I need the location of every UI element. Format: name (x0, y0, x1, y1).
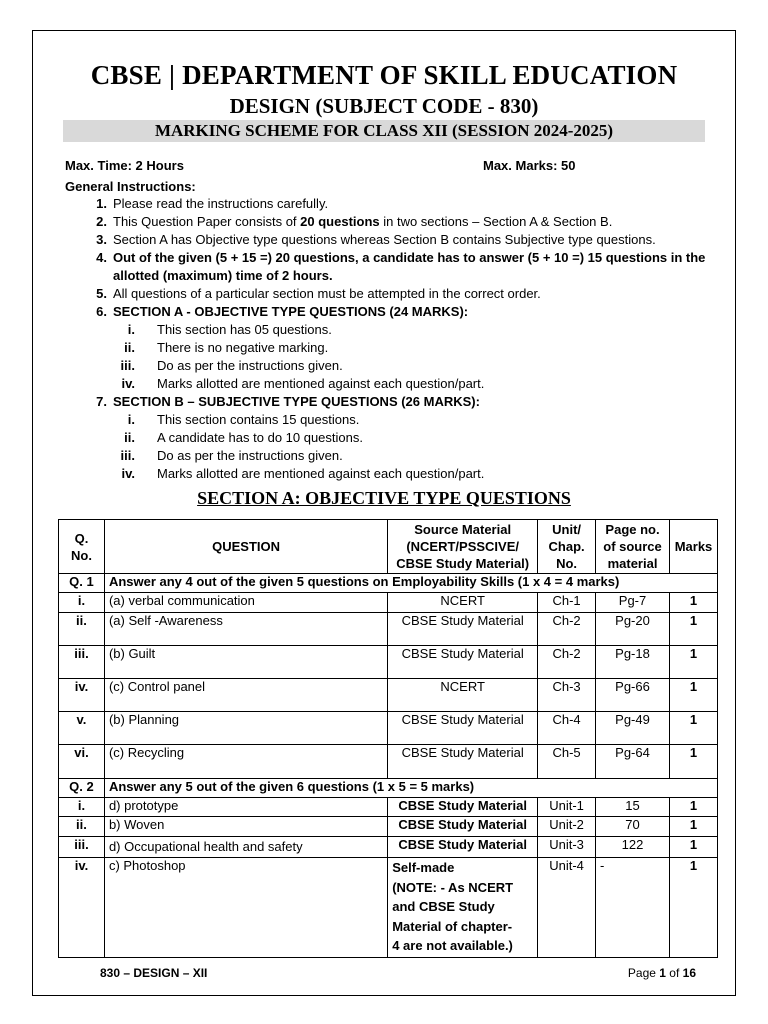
header-page: Page no. of source material (596, 520, 670, 574)
marking-table (58, 519, 718, 958)
instruction-item: 1. Please read the instructions carefully. (96, 196, 329, 211)
instructions-list (65, 195, 715, 483)
header-marks: Marks (669, 520, 717, 574)
table-row: v. (b) Planning CBSE Study Material Ch-4 Pg-49 1 (59, 712, 718, 745)
table-row: i. d) prototype CBSE Study Material Unit-1 15 1 (59, 798, 718, 817)
document-title: CBSE | DEPARTMENT OF SKILL EDUCATION (90, 60, 678, 90)
table-header-row (59, 520, 718, 574)
sub-instruction: ii. A candidate has to do 10 questions. (124, 430, 363, 445)
document-subtitle: DESIGN (SUBJECT CODE - 830) (229, 94, 539, 118)
instruction-item: 2. This Question Paper consists of 20 questions in two sections – Section A & Section B. (96, 214, 613, 229)
table-row: i. (a) verbal communication NCERT Ch-1 Pg-7 1 (59, 593, 718, 613)
sub-instruction: iii. Do as per the instructions given. (120, 358, 343, 373)
table-row: vi. (c) Recycling CBSE Study Material Ch-5 Pg-64 1 (59, 745, 718, 779)
marking-scheme-banner: MARKING SCHEME FOR CLASS XII (SESSION 2024-2025) (63, 120, 705, 142)
sub-instruction: ii. There is no negative marking. (124, 340, 329, 355)
instruction-item: 5. All questions of a particular section must be attempted in the correct order. (96, 286, 541, 301)
table-row: iii. d) Occupational health and safety CBSE Study Material Unit-3 122 1 (59, 837, 718, 858)
header-unit: Unit/ Chap. No. (538, 520, 596, 574)
max-marks: Max. Marks: 50 (483, 158, 576, 173)
table-row: iv. (c) Control panel NCERT Ch-3 Pg-66 1 (59, 679, 718, 712)
table-row: iv. c) Photoshop Self-made (NOTE: - As NCERT and CBSE Study Material of chapter- 4 are not available.) Unit-4 - 1 (59, 858, 718, 958)
sub-instruction: iii. Do as per the instructions given. (120, 448, 343, 463)
footer-subject: 830 – DESIGN – XII (100, 966, 208, 980)
header-source: Source Material (NCERT/PSSCIVE/ CBSE Study Material) (388, 520, 538, 574)
table-row: iii. (b) Guilt CBSE Study Material Ch-2 Pg-18 1 (59, 646, 718, 679)
sub-instruction: i. This section contains 15 questions. (127, 412, 360, 427)
section-a-title: SECTION A: OBJECTIVE TYPE QUESTIONS (197, 488, 571, 508)
general-instructions-heading: General Instructions: (65, 179, 196, 194)
sub-instruction: iv. Marks allotted are mentioned against each question/part. (121, 466, 485, 481)
instruction-item: 7. SECTION B – SUBJECTIVE TYPE QUESTIONS (26 MARKS): (96, 394, 480, 409)
footer-page-number: Page 1 of 16 (627, 966, 696, 980)
instruction-item: 3. Section A has Objective type questions whereas Section B contains Subjective type questions. (96, 232, 656, 247)
header-qno: Q. No. (59, 520, 105, 574)
question-heading-row: Q. 1 Answer any 4 out of the given 5 questions on Employability Skills (1 x 4 = 4 marks) (59, 574, 718, 593)
question-heading-row: Q. 2 Answer any 5 out of the given 6 questions (1 x 5 = 5 marks) (59, 779, 718, 798)
instruction-item: 6. SECTION A - OBJECTIVE TYPE QUESTIONS (24 MARKS): (96, 304, 469, 319)
max-time: Max. Time: 2 Hours (65, 158, 184, 173)
sub-instruction: iv. Marks allotted are mentioned against each question/part. (121, 376, 485, 391)
header-question: QUESTION (104, 520, 387, 574)
self-made-note: Self-made (NOTE: - As NCERT and CBSE Study Material of chapter- 4 are not available.) (388, 858, 538, 958)
table-row: ii. b) Woven CBSE Study Material Unit-2 70 1 (59, 817, 718, 837)
table-row: ii. (a) Self -Awareness CBSE Study Material Ch-2 Pg-20 1 (59, 613, 718, 646)
instruction-item: 4. Out of the given (5 + 15 =) 20 questions, a candidate has to answer (5 + 10 =) 15 questions in the allotted (maximum) time of 2 hours. (96, 250, 706, 283)
sub-instruction: i. This section has 05 questions. (127, 322, 332, 337)
